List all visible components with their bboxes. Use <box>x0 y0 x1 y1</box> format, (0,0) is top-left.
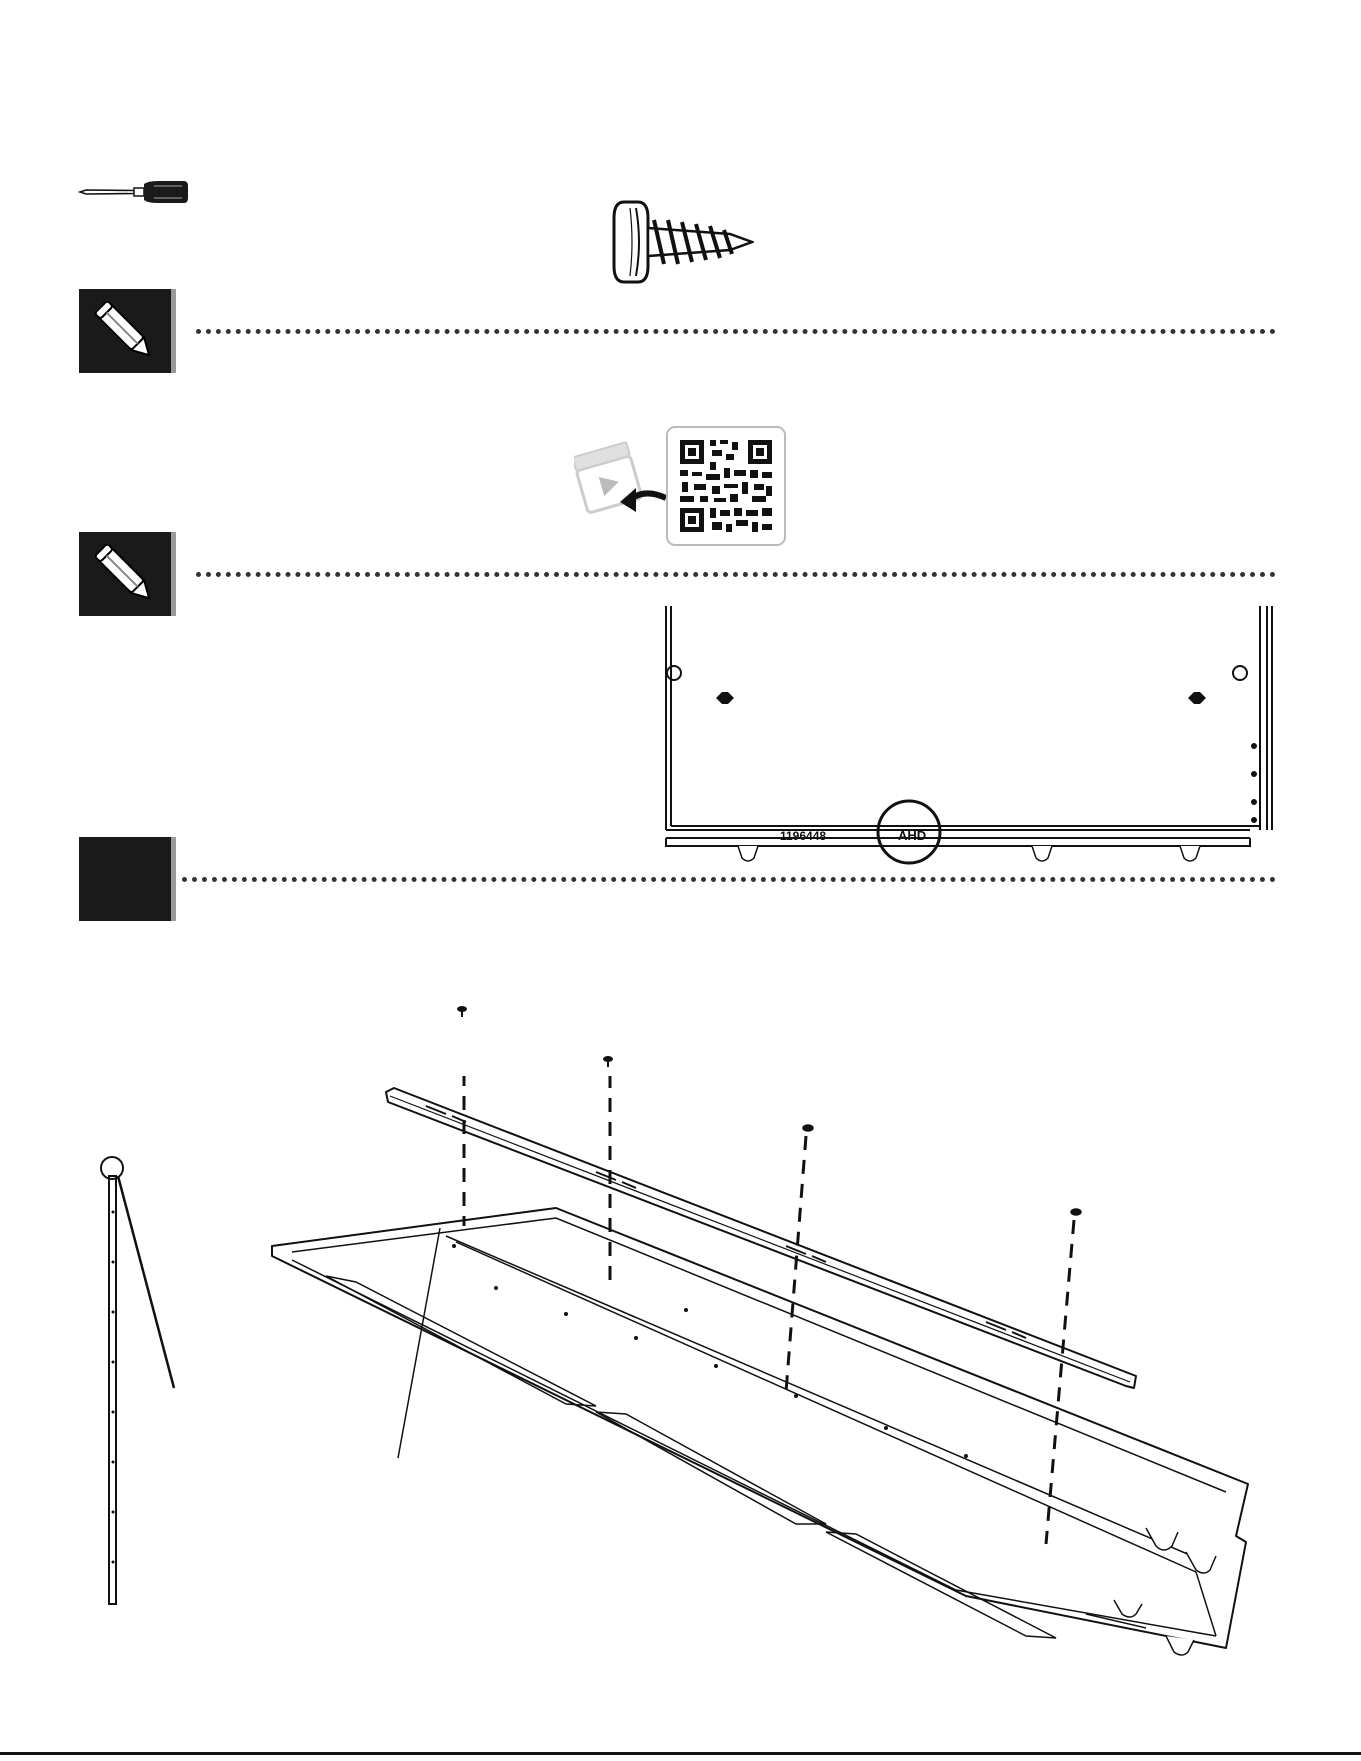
part-number-label: 1196448 <box>780 829 827 843</box>
qr-code-icon[interactable] <box>666 426 786 546</box>
screw-icon <box>603 1054 613 1066</box>
note-dotted-rule <box>196 329 1276 334</box>
screw-icon <box>457 1004 467 1016</box>
video-clapper-icon <box>574 440 674 520</box>
side-view-detail <box>96 1152 186 1612</box>
step-panel <box>79 837 176 921</box>
step-dotted-rule <box>182 877 1276 882</box>
note-panel <box>79 532 176 616</box>
part-detail-diagram <box>650 606 1276 872</box>
screw-icon <box>612 198 754 286</box>
note-dotted-rule <box>196 572 1276 577</box>
assembly-illustration <box>266 1076 1266 1726</box>
page-bottom-rule <box>0 1752 1361 1755</box>
screwdriver-icon <box>78 178 190 206</box>
note-panel <box>79 289 176 373</box>
part-code-label: AHD <box>898 828 927 843</box>
